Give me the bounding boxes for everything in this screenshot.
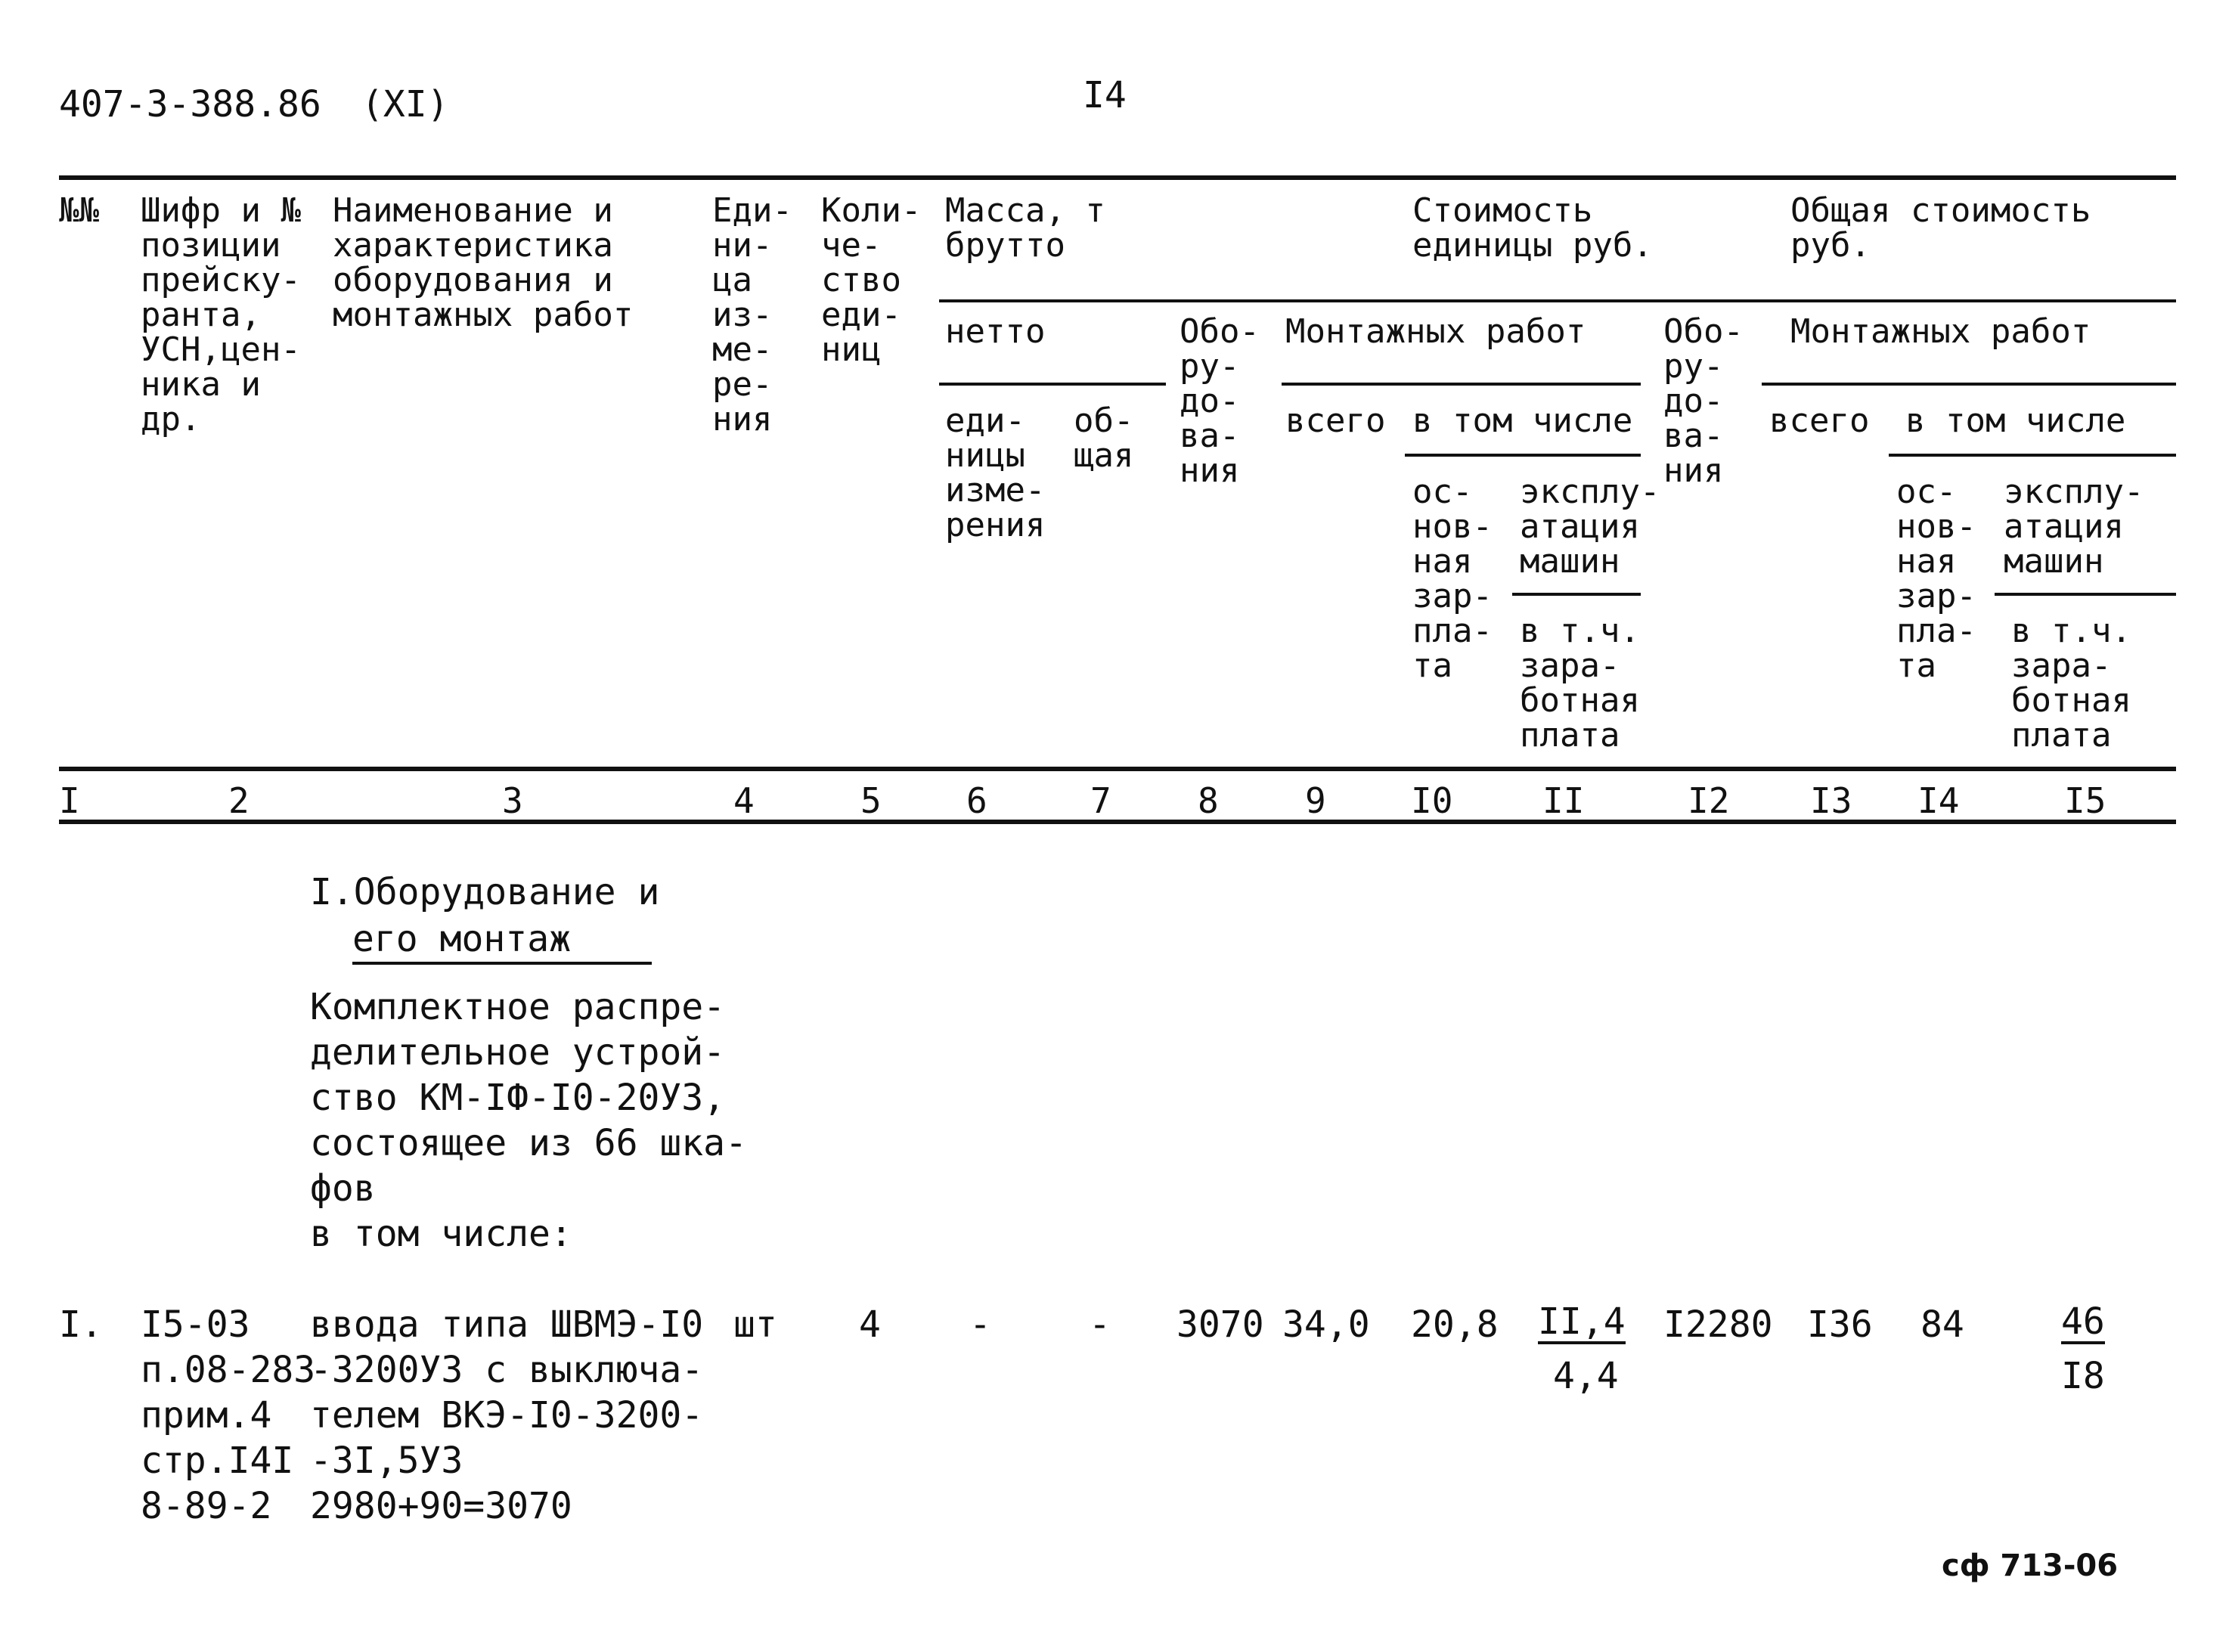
row1-unit: шт	[733, 1303, 777, 1346]
col-number-3: 3	[502, 780, 523, 821]
section-title: I.Оборудование и	[310, 871, 660, 913]
col-number-12: I2	[1688, 780, 1730, 821]
row1-name: ввода типа ШВМЭ-I0 -3200УЗ с выключа- телем ВКЭ-I0-3200- -3I,5УЗ 2980+90=3070	[310, 1303, 704, 1527]
col-number-10: I0	[1411, 780, 1453, 821]
col-number-9: 9	[1305, 780, 1326, 821]
col-netto-total-header: об- щая	[1074, 401, 1134, 475]
section-subtitle: его монтаж	[352, 916, 652, 965]
row1-netto-unit: -	[969, 1303, 991, 1346]
page-number: I4	[1083, 74, 1127, 116]
col-mass-header: Масса, т брутто	[945, 191, 1105, 265]
col-total-cost-header: Общая стоимость руб.	[1790, 191, 2091, 265]
col-base-pay-total-header: ос- нов- ная зар- пла- та	[1896, 473, 1976, 685]
section-description: Комплектное распре- делительное устрой- ство КМ-IФ-I0-20УЗ, состоящее из 66 шка- фов в том числе:	[310, 986, 747, 1255]
col-incl-total-header: в том числе	[1905, 401, 2126, 440]
col-equipment-unit-header: Обо- ру- до- ва- ния	[1180, 312, 1260, 490]
row1-machines-total: 46	[2061, 1300, 2105, 1343]
col-mount-unit-header: Монтажных работ	[1285, 312, 1586, 351]
row1-machines-pay: 4,4	[1553, 1355, 1619, 1397]
col-netto-header: нетто	[945, 312, 1046, 351]
album-number: (XI)	[361, 83, 449, 126]
rule-mount-2	[1762, 383, 2176, 386]
form-stamp: сф 713-06	[1942, 1548, 2119, 1583]
rule-machines-2	[1995, 593, 2176, 596]
col-number-rule	[59, 820, 2176, 824]
col-mount-all-total-header: всего	[1769, 401, 1870, 440]
col-number-8: 8	[1198, 780, 1219, 821]
col-number-6: 6	[966, 780, 987, 821]
col-name-header: Наименование и характеристика оборудования и монтажных работ	[333, 191, 634, 334]
col-equipment-total-header: Обо- ру- до- ва- ния	[1663, 312, 1744, 490]
col-number-header: №№	[59, 191, 99, 230]
row1-base-pay: 20,8	[1411, 1303, 1499, 1346]
col-machines-total-header: эксплу- атация машин	[2004, 473, 2144, 581]
col-machines-unit-header: эксплу- атация машин	[1520, 473, 1660, 581]
col-code-header: Шифр и № позиции прейску- ранта, УСН,цен- ника и др.	[141, 191, 301, 439]
col-number-4: 4	[733, 780, 755, 821]
row1-base-pay-total: 84	[1920, 1303, 1964, 1346]
row1-machines: II,4	[1538, 1300, 1626, 1343]
col-unit-header: Еди- ни- ца из- ме- ре- ния	[712, 191, 792, 439]
col-mount-all-unit-header: всего	[1285, 401, 1386, 440]
col-machines-pay-unit-header: в т.ч. зара- ботная плата	[1520, 612, 1640, 755]
col-number-1: I	[59, 780, 80, 821]
row1-equip-total: I2280	[1663, 1303, 1773, 1346]
col-number-13: I3	[1810, 780, 1852, 821]
row1-mount-all: 34,0	[1282, 1303, 1370, 1346]
row1-number: I.	[59, 1303, 103, 1346]
rule-incl-2	[1889, 454, 2176, 457]
rule-mass-cost	[939, 299, 2176, 302]
header-bottom-rule	[59, 767, 2176, 771]
row1-equip-cost: 3070	[1176, 1303, 1264, 1346]
col-base-pay-unit-header: ос- нов- ная зар- пла- та	[1412, 473, 1493, 685]
rule-incl-1	[1405, 454, 1641, 457]
col-number-5: 5	[860, 780, 882, 821]
col-mount-total-header: Монтажных работ	[1790, 312, 2091, 351]
col-unit-cost-header: Стоимость единицы руб.	[1412, 191, 1653, 265]
col-number-14: I4	[1917, 780, 1960, 821]
row1-netto-total: -	[1089, 1303, 1111, 1346]
rule-machines-1	[1512, 593, 1641, 596]
rule-netto	[939, 383, 1166, 386]
row1-code: I5-03 п.08-283 прим.4 стр.I4I 8-89-2	[141, 1303, 316, 1527]
col-incl-unit-header: в том числе	[1412, 401, 1633, 440]
table-top-rule	[59, 175, 2176, 180]
col-number-7: 7	[1090, 780, 1111, 821]
col-qty-header: Коли- че- ство еди- ниц	[821, 191, 922, 369]
row1-qty: 4	[859, 1303, 881, 1346]
col-number-15: I5	[2064, 780, 2106, 821]
rule-mount-1	[1282, 383, 1641, 386]
col-number-2: 2	[228, 780, 250, 821]
col-machines-pay-total-header: в т.ч. зара- ботная плата	[2011, 612, 2131, 755]
col-number-11: II	[1542, 780, 1585, 821]
row1-machines-pay-total: I8	[2061, 1355, 2105, 1397]
row1-mount-total: I36	[1807, 1303, 1873, 1346]
doc-code: 407-3-388.86	[59, 83, 321, 126]
col-netto-unit-header: еди- ницы изме- рения	[945, 401, 1046, 544]
